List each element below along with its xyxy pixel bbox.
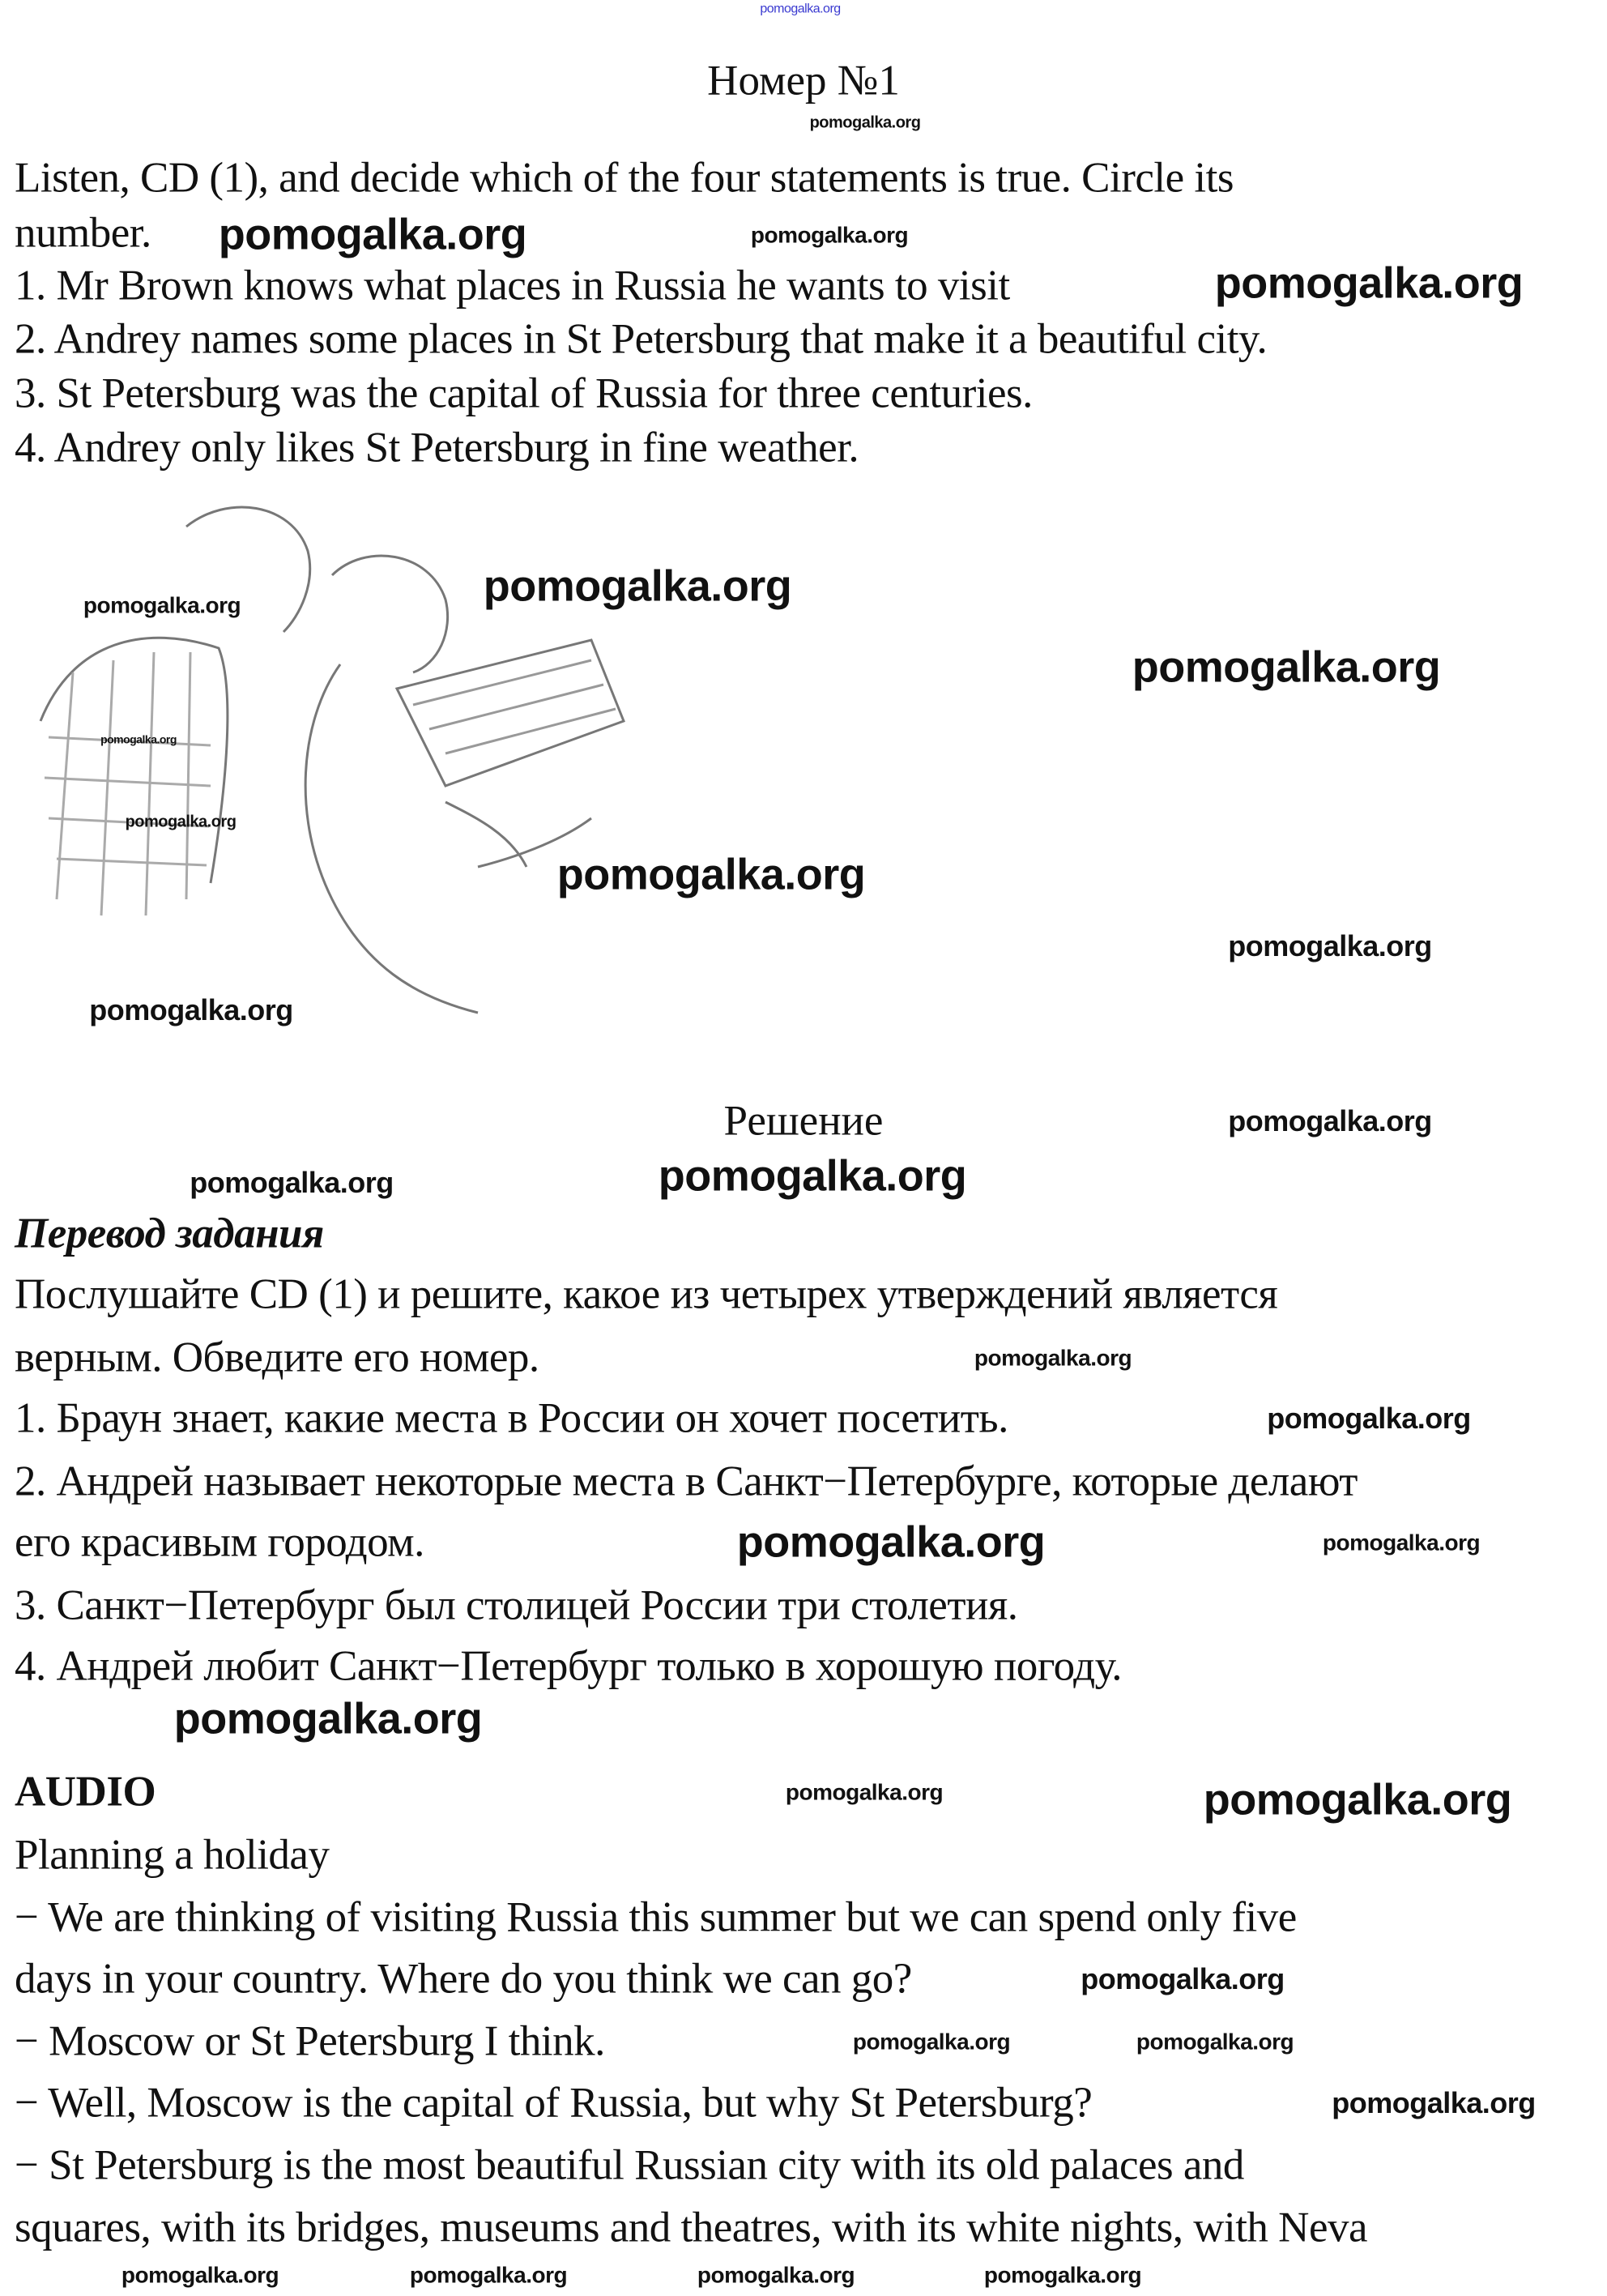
watermark: pomogalka.org — [1203, 1775, 1512, 1824]
translation-heading: Перевод задания — [15, 1210, 324, 1257]
audio-line: − We are thinking of visiting Russia this summer but we can spend only five — [15, 1893, 1297, 1941]
audio-line: − Well, Moscow is the capital of Russia, but why St Petersburg? — [15, 2079, 1093, 2127]
watermark: pomogalka.org — [1228, 1104, 1432, 1138]
watermark: pomogalka.org — [697, 2262, 855, 2288]
translation-line: 3. Санкт−Петербург был столицей России три столетия. — [15, 1581, 1018, 1629]
watermark: pomogalka.org — [852, 2029, 1011, 2055]
watermark: pomogalka.org — [173, 1694, 483, 1743]
statement: 1. Mr Brown knows what places in Russia he wants to visit — [15, 262, 1010, 309]
audio-line: − St Petersburg is the most beautiful Russian city with its old palaces and — [15, 2141, 1244, 2189]
translation-line: верным. Обведите его номер. — [15, 1334, 539, 1381]
translation-line: 4. Андрей любит Санкт−Петербург только в хорошую погоду. — [15, 1642, 1123, 1690]
watermark: pomogalka.org — [785, 1779, 944, 1805]
solution-heading: Решение — [723, 1097, 884, 1145]
watermark: pomogalka.org — [750, 222, 909, 248]
watermark: pomogalka.org — [983, 2262, 1142, 2288]
translation-line: 1. Браун знает, какие места в России он хочет посетить. — [15, 1394, 1008, 1442]
statement: 2. Andrey names some places in St Petersburg that make it a beautiful city. — [15, 315, 1268, 363]
watermark: pomogalka.org — [809, 113, 921, 132]
watermark: pomogalka.org — [125, 813, 237, 831]
watermark: pomogalka.org — [190, 1166, 394, 1200]
translation-line: его красивым городом. — [15, 1518, 424, 1566]
watermark: pomogalka.org — [83, 592, 241, 618]
watermark: pomogalka.org — [218, 210, 527, 259]
watermark: pomogalka.org — [1136, 2029, 1294, 2055]
watermark: pomogalka.org — [1267, 1402, 1471, 1436]
watermark: pomogalka.org — [658, 1151, 967, 1201]
watermark: pomogalka.org — [1322, 1530, 1481, 1556]
watermark: pomogalka.org — [1332, 2086, 1536, 2120]
watermark: pomogalka.org — [100, 732, 177, 746]
watermark: pomogalka.org — [760, 2, 841, 16]
translation-line: Послушайте CD (1) и решите, какое из четырех утверждений является — [15, 1270, 1278, 1318]
statement: 4. Andrey only likes St Petersburg in fine weather. — [15, 424, 859, 472]
task-instruction: number. — [15, 209, 151, 257]
task-instruction: Listen, CD (1), and decide which of the four statements is true. Circle its — [15, 154, 1234, 202]
watermark: pomogalka.org — [409, 2262, 568, 2288]
statement: 3. St Petersburg was the capital of Russia for three centuries. — [15, 369, 1033, 417]
translation-line: 2. Андрей называет некоторые места в Санкт−Петербурге, которые делают — [15, 1457, 1358, 1505]
audio-line: days in your country. Where do you think we can go? — [15, 1955, 912, 2003]
audio-heading: AUDIO — [15, 1768, 156, 1816]
watermark: pomogalka.org — [89, 993, 293, 1027]
watermark: pomogalka.org — [736, 1517, 1046, 1567]
watermark: pomogalka.org — [974, 1345, 1132, 1371]
watermark: pomogalka.org — [1132, 642, 1441, 692]
audio-subtitle: Planning a holiday — [15, 1831, 330, 1879]
watermark: pomogalka.org — [556, 850, 866, 899]
watermark: pomogalka.org — [121, 2262, 279, 2288]
audio-line: squares, with its bridges, museums and theatres, with its white nights, with Neva — [15, 2204, 1367, 2251]
watermark: pomogalka.org — [1228, 929, 1432, 963]
watermark: pomogalka.org — [1214, 258, 1524, 308]
page-title: Номер №1 — [707, 57, 900, 105]
watermark: pomogalka.org — [483, 561, 792, 611]
audio-line: − Moscow or St Petersburg I think. — [15, 2017, 605, 2065]
watermark: pomogalka.org — [1081, 1962, 1285, 1996]
